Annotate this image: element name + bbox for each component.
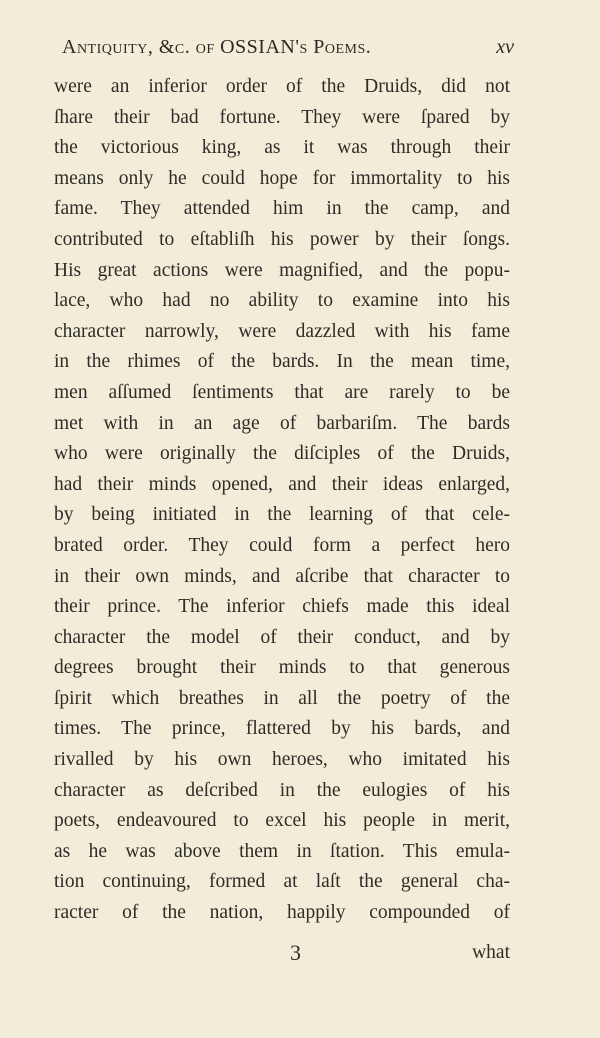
running-head [62, 30, 514, 64]
text-line: fame. They attended him in the camp, and [54, 198, 510, 220]
text-line: who were originally the diſciples of the Druids, [54, 443, 510, 465]
text-line: in the rhimes of the bards. In the mean time, [54, 351, 510, 373]
page-footer [54, 936, 510, 970]
text-line: men aſſumed ſentiments that are rarely to be [54, 381, 510, 403]
text-line: as he was above them in ſtation. This emula- [54, 840, 510, 862]
text-line: character as deſcribed in the eulogies of his [54, 779, 510, 801]
catchword: what [472, 942, 510, 963]
text-line: had their minds opened, and their ideas enlarged, [54, 473, 510, 495]
text-line: character the model of their conduct, and by [54, 626, 510, 648]
text-line: contributed to eſtabliſh his power by their ſongs. [54, 228, 510, 250]
text-line: character narrowly, were dazzled with his fame [54, 320, 510, 342]
text-line: rivalled by his own heroes, who imitated his [54, 749, 510, 771]
text-line: brated order. They could form a perfect hero [54, 534, 510, 556]
text-line: met with in an age of barbariſm. The bards [54, 412, 510, 434]
page-number: xv [496, 36, 514, 58]
text-line: in their own minds, and aſcribe that character to [54, 565, 510, 587]
text-line: racter of the nation, happily compounded of [54, 902, 510, 924]
text-line: times. The prince, flattered by his bards, and [54, 718, 510, 740]
body-text [54, 72, 510, 929]
text-line: His great actions were magnified, and the popu- [54, 259, 510, 281]
text-line: the victorious king, as it was through their [54, 137, 510, 159]
text-line: degrees brought their minds to that generous [54, 657, 510, 679]
text-line: were an inferior order of the Druids, did not [54, 76, 510, 97]
running-head-title: Antiquity, &c. of OSSIAN's Poems. [62, 36, 372, 58]
signature-mark: 3 [290, 940, 301, 965]
text-line: ſpirit which breathes in all the poetry of the [54, 687, 510, 709]
text-line: tion continuing, formed at laſt the general cha- [54, 871, 510, 893]
text-line: by being initiated in the learning of that cele- [54, 504, 510, 526]
text-line: their prince. The inferior chiefs made this ideal [54, 596, 510, 618]
text-line: ſhare their bad fortune. They were ſpared by [54, 106, 510, 128]
text-line: means only he could hope for immortality to his [54, 167, 510, 189]
text-line: lace, who had no ability to examine into his [54, 290, 510, 312]
text-line: poets, endeavoured to excel his people in merit, [54, 810, 510, 832]
